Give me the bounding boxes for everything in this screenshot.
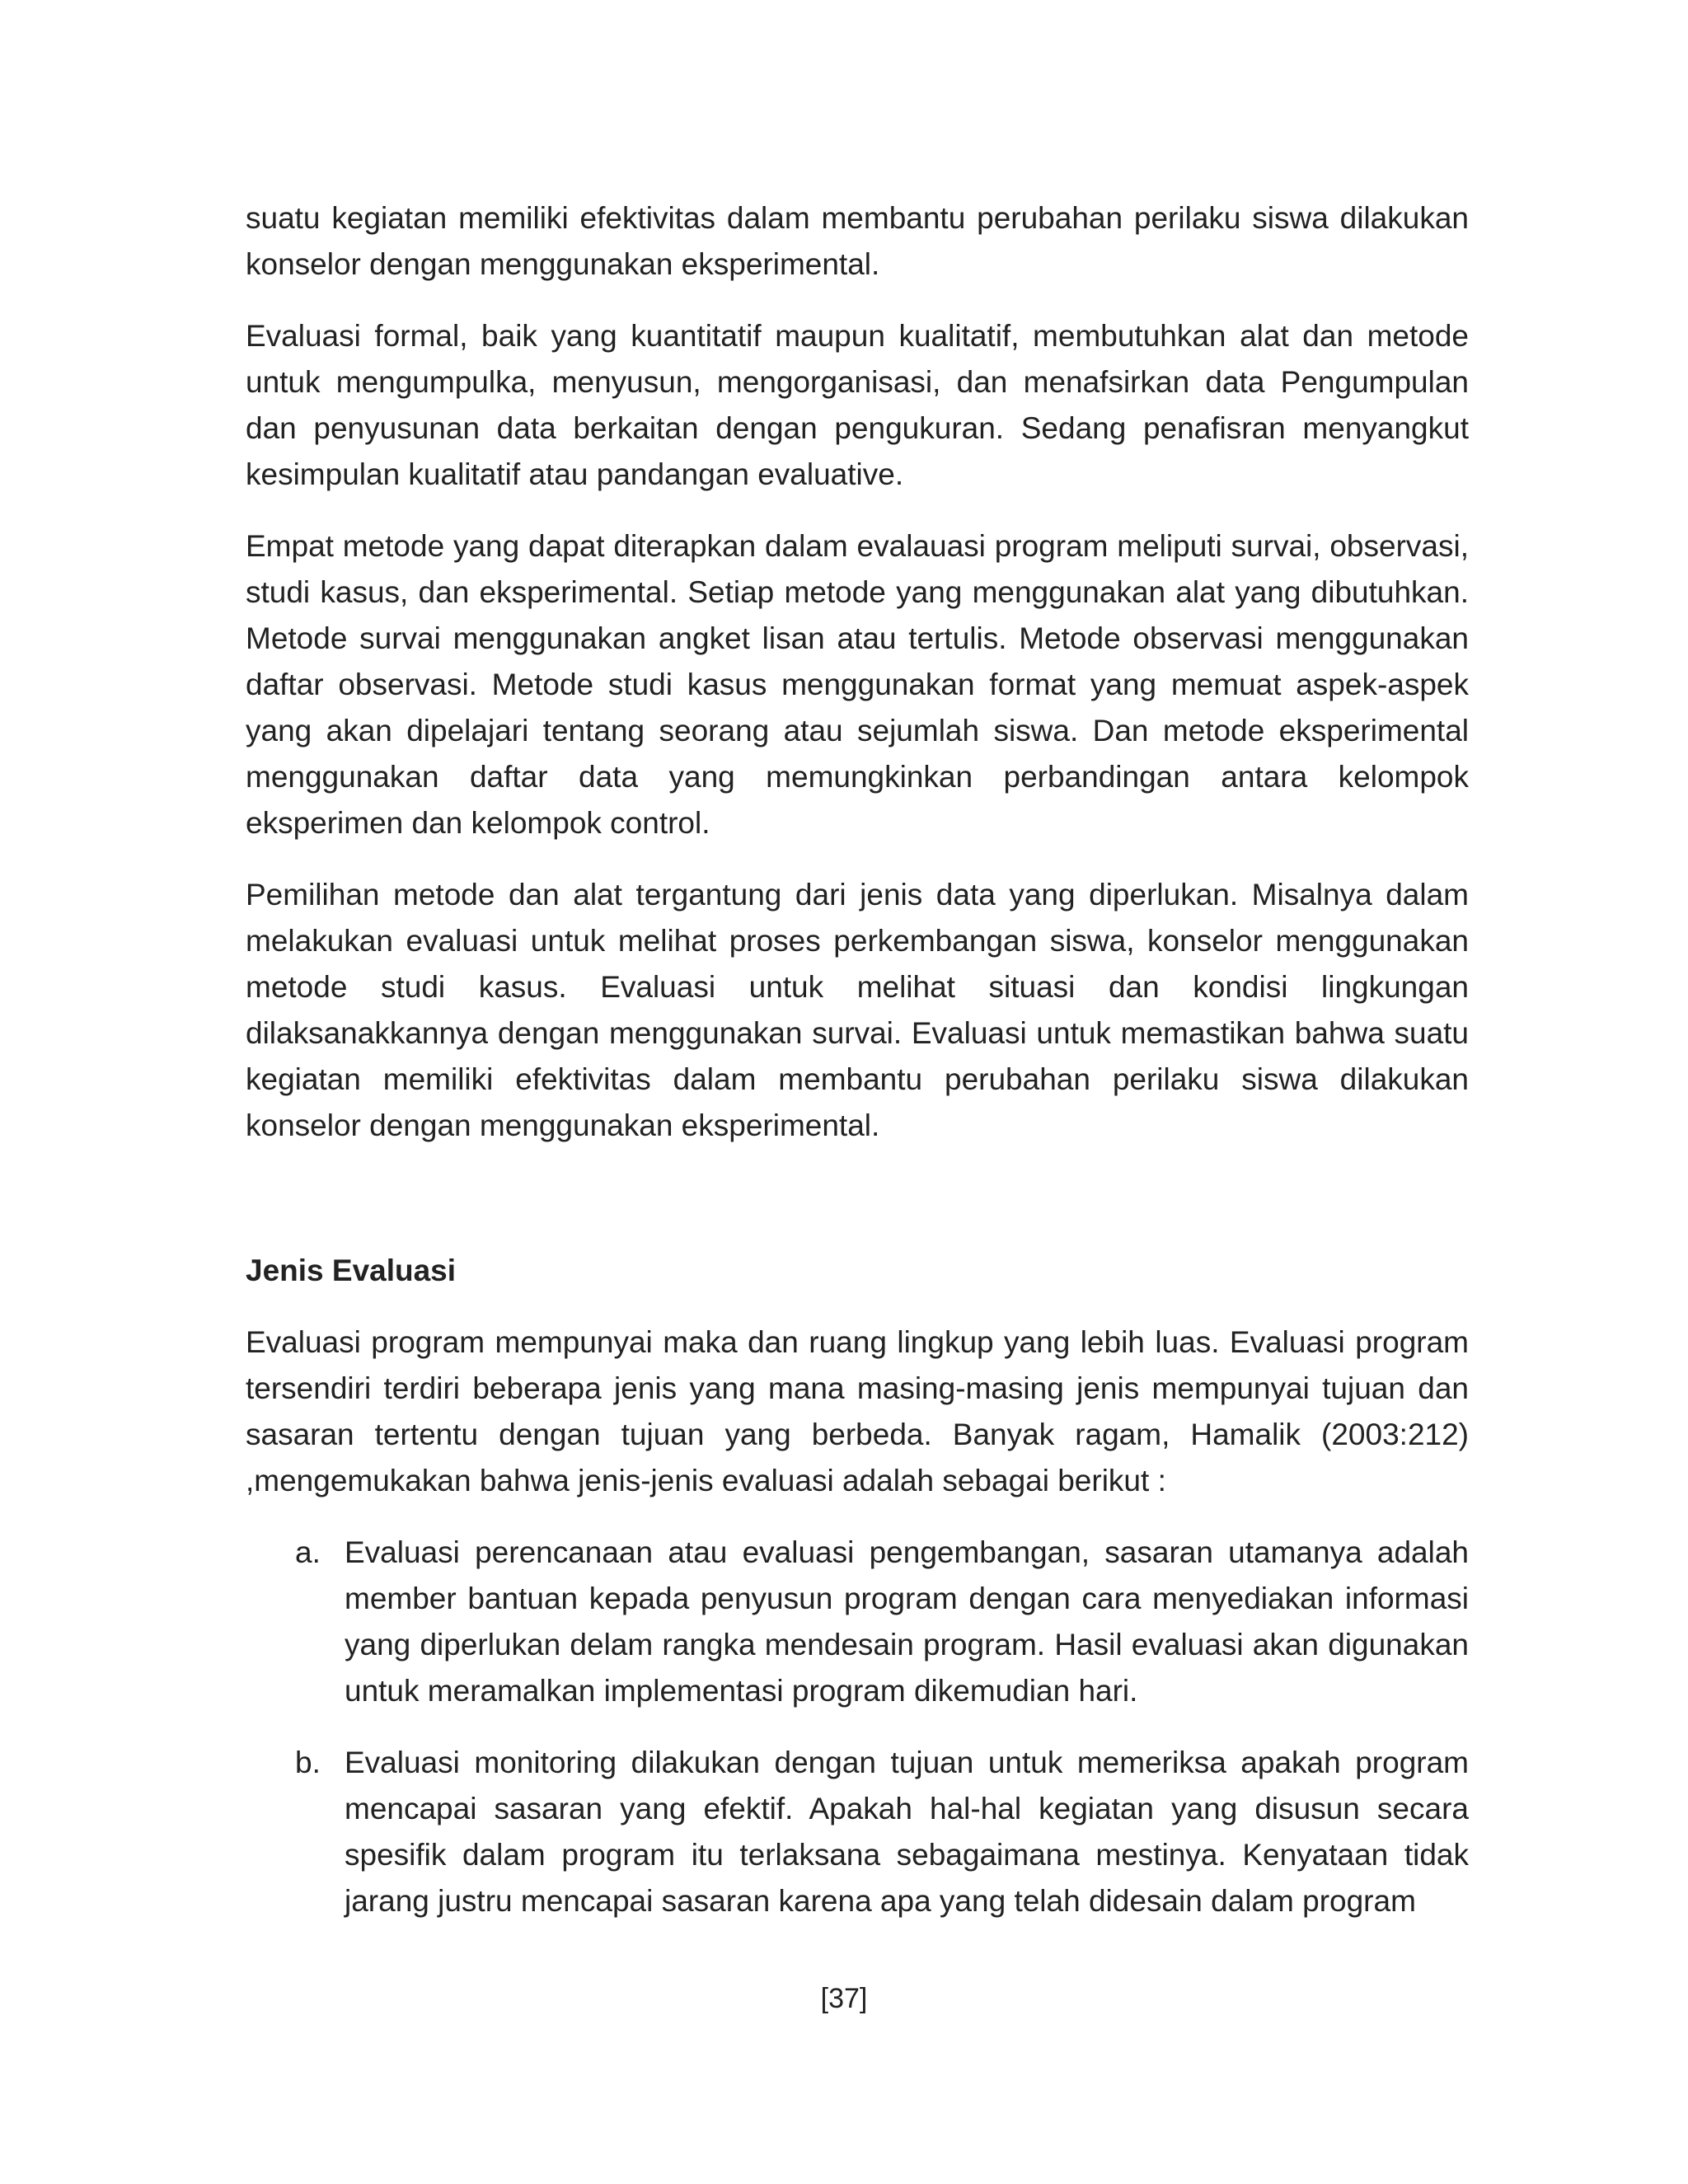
list-item — [246, 1530, 1469, 1714]
section-intro-paragraph: Evaluasi program mempunyai maka dan ruang lingkup yang lebih luas. Evaluasi program tersendiri terdiri beberapa jenis yang mana masing-masing jenis mempunyai tujuan dan sasaran tertentu dengan tujuan yang berbeda. Banyak ragam, Hamalik (2003:212) ,mengemukakan bahwa jenis-jenis evaluasi adalah sebagai berikut : — [246, 1325, 1469, 1497]
evaluation-types-list — [246, 1530, 1469, 1924]
paragraph-formal-evaluation: Evaluasi formal, baik yang kuantitatif maupun kualitatif, membutuhkan alat dan metode untuk mengumpulka, menyusun, mengorganisasi, dan menafsirkan data Pengumpulan dan penyusunan data berkaitan dengan pengukuran. Sedang penafisran menyangkut kesimpulan kualitatif atau pandangan evaluative. — [246, 319, 1469, 491]
section-heading: Jenis Evaluasi — [246, 1254, 457, 1287]
paragraph-four-methods: Empat metode yang dapat diterapkan dalam evalauasi program meliputi survai, observasi, studi kasus, dan eksperimental. Setiap metode yang menggunakan alat yang dibutuhkan. Metode survai menggunakan angket lisan atau tertulis. Metode observasi menggunakan daftar observasi. Metode studi kasus menggunakan format yang memuat aspek-aspek yang akan dipelajari tentang seorang atau sejumlah siswa. Dan metode eksperimental menggunakan daftar data yang memungkinkan perbandingan antara kelompok eksperimen dan kelompok control. — [246, 529, 1469, 840]
list-item — [246, 1740, 1469, 1924]
list-marker: a. — [295, 1535, 321, 1569]
list-marker: b. — [295, 1746, 321, 1779]
list-item-text: Evaluasi monitoring dilakukan dengan tujuan untuk memeriksa apakah program mencapai sasaran yang efektif. Apakah hal-hal kegiatan yang disusun secara spesifik dalam program itu terlaksana sebagaimana mestinya. Kenyataan tidak jarang justru mencapai sasaran karena apa yang telah didesain dalam program — [345, 1746, 1469, 1918]
page-number: [37] — [820, 1983, 868, 2014]
list-item-text: Evaluasi perencanaan atau evaluasi pengembangan, sasaran utamanya adalah member bantuan kepada penyusun program dengan cara menyediakan informasi yang diperlukan delam rangka mendesain program. Hasil evaluasi akan digunakan untuk meramalkan implementasi program dikemudian hari. — [345, 1535, 1469, 1708]
paragraph-continuation: suatu kegiatan memiliki efektivitas dalam membantu perubahan perilaku siswa dilakukan konselor dengan menggunakan eksperimental. — [246, 201, 1469, 281]
paragraph-method-selection: Pemilihan metode dan alat tergantung dari jenis data yang diperlukan. Misalnya dalam melakukan evaluasi untuk melihat proses perkembangan siswa, konselor menggunakan metode studi kasus. Evaluasi untuk melihat situasi dan kondisi lingkungan dilaksanakkannya dengan menggunakan survai. Evaluasi untuk memastikan bahwa suatu kegiatan memiliki efektivitas dalam membantu perubahan perilaku siswa dilakukan konselor dengan menggunakan eksperimental. — [246, 878, 1469, 1142]
document-body — [246, 195, 1469, 1950]
